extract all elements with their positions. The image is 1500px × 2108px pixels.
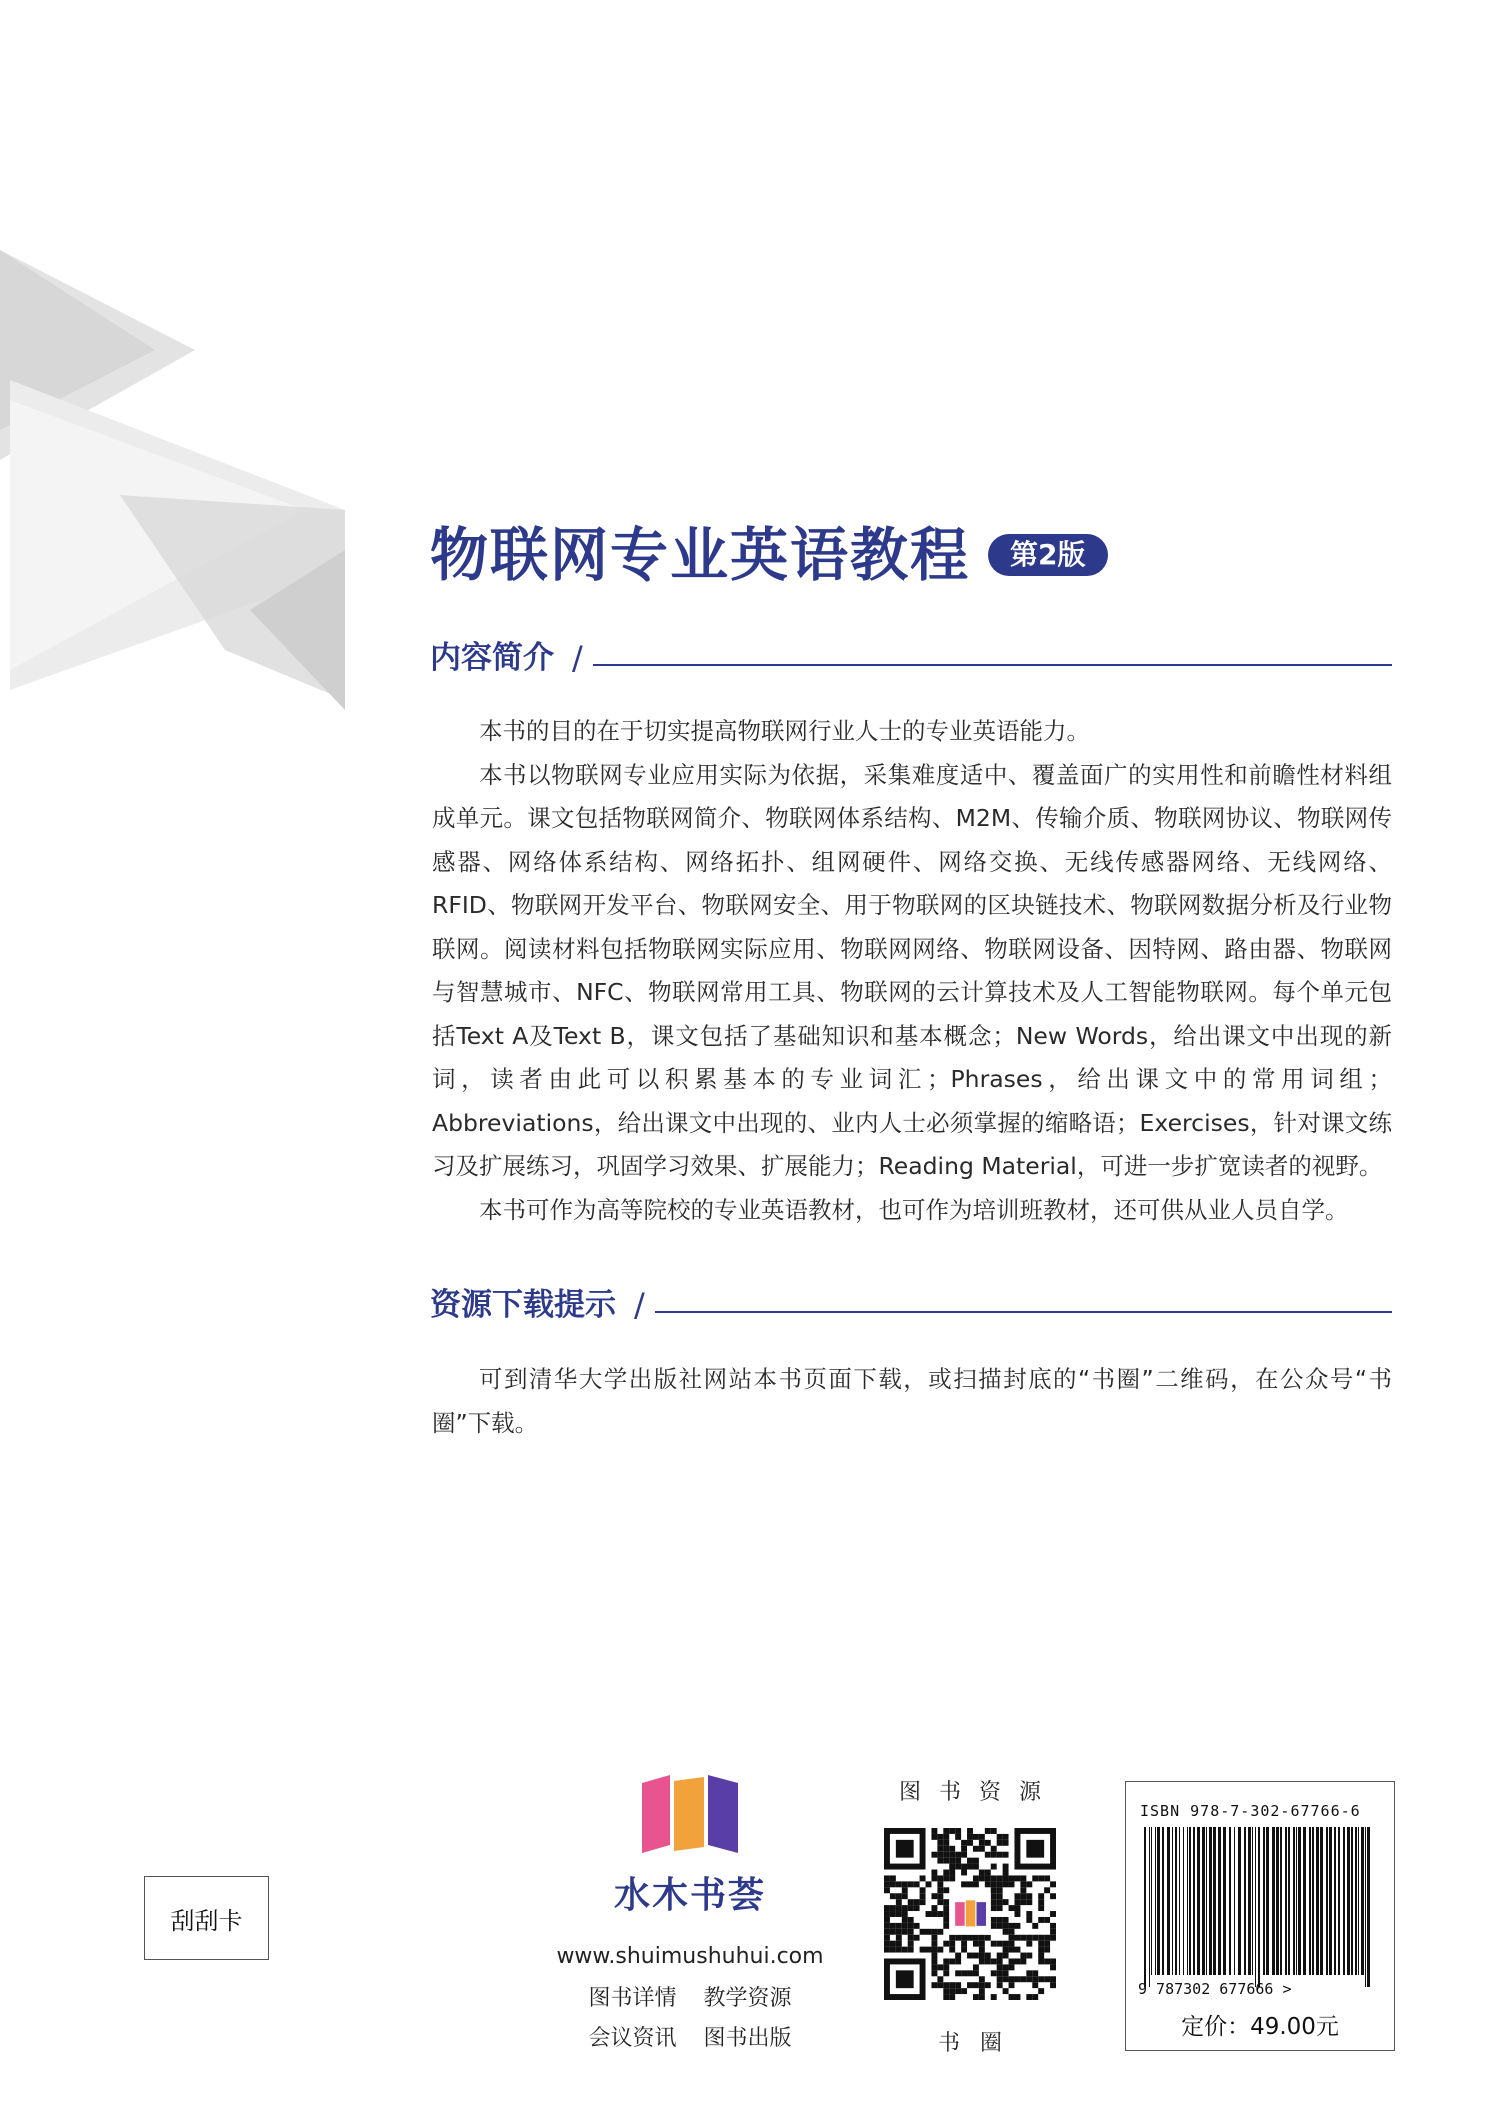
link-conference-news[interactable]: 会议资讯	[588, 2026, 677, 2051]
link-teaching-resources[interactable]: 教学资源	[703, 1986, 792, 2011]
ean-digits: 9 787302 677666 >	[1138, 1980, 1292, 1998]
decorative-triangles	[0, 250, 360, 710]
edition-badge: 第2版	[988, 534, 1107, 576]
resources-heading	[430, 1285, 1392, 1325]
heading-rule	[655, 1311, 1392, 1313]
publisher-links	[555, 1979, 825, 2059]
heading-slash: /	[634, 1286, 645, 1324]
intro-paragraph: 本书的目的在于切实提高物联网行业人士的专业英语能力。	[479, 717, 1090, 745]
publisher-url[interactable]: www.shuimushuhui.com	[556, 1944, 824, 1969]
intro-paragraph: 本书可作为高等院校的专业英语教材，也可作为培训班教材，还可供从业人员自学。	[479, 1195, 1349, 1224]
intro-body	[432, 710, 1392, 1232]
heading-slash: /	[572, 639, 583, 677]
book-title: 物联网专业英语教程	[430, 521, 971, 589]
resources-heading-label: 资源下载提示	[430, 1287, 616, 1323]
link-book-details[interactable]: 图书详情	[588, 1986, 677, 2011]
qr-block	[880, 1775, 1060, 2057]
resources-paragraph: 可到清华大学出版社网站本书页面下载，或扫描封底的“书圈”二维码，在公众号“书圈”下载。	[432, 1365, 1392, 1437]
resources-body	[432, 1358, 1392, 1445]
intro-paragraph: 本书以物联网专业应用实际为依据，采集难度适中、覆盖面广的实用性和前瞻性材料组成单元。课文包括物联网简介、物联网体系结构、M2M、传输介质、物联网协议、物联网传感器、网络体系结构、网络拓扑、组网硬件、网络交换、无线传感器网络、无线网络、RFID、物联网开发平台、物联网安全、用于物联网的区块链技术、物联网数据分析及行业物联网。阅读材料包括物联网实际应用、物联网网络、物联网设备、因特网、路由器、物联网与智慧城市、NFC、物联网常用工具、物联网的云计算技术及人工智能物联网。每个单元包括Text A及Text B，课文包括了基础知识和基本概念；New Words，给出课文中出现的新词，读者由此可以积累基本的专业词汇；Phrases，给出课文中的常用词组；Abbreviations，给出课文中出现的、业内人士必须掌握的缩略语；Exercises，针对课文练习及扩展练习，巩固学习效果、扩展能力；Reading Material，可进一步扩宽读者的视野。	[432, 760, 1392, 1180]
title-row	[430, 520, 1108, 590]
isbn-text: ISBN 978-7-302-67766-6	[1140, 1802, 1361, 1820]
price: 定价：49.00元	[1181, 2014, 1339, 2040]
publisher-name: 水木书荟	[613, 1874, 766, 1916]
publisher-block	[555, 1775, 825, 2059]
link-book-publishing[interactable]: 图书出版	[703, 2026, 792, 2051]
intro-heading	[430, 638, 1392, 678]
barcode-box	[1125, 1781, 1395, 2051]
heading-rule	[593, 664, 1392, 666]
book-logo-icon	[640, 1775, 740, 1853]
qr-caption: 书圈	[937, 2031, 1022, 2056]
intro-heading-label: 内容简介	[430, 640, 554, 676]
qr-title: 图书资源	[898, 1780, 1059, 1805]
barcode-icon	[1140, 1827, 1380, 1987]
qr-code-icon[interactable]	[884, 1828, 1056, 2000]
scratch-card: 刮刮卡	[144, 1876, 269, 1960]
